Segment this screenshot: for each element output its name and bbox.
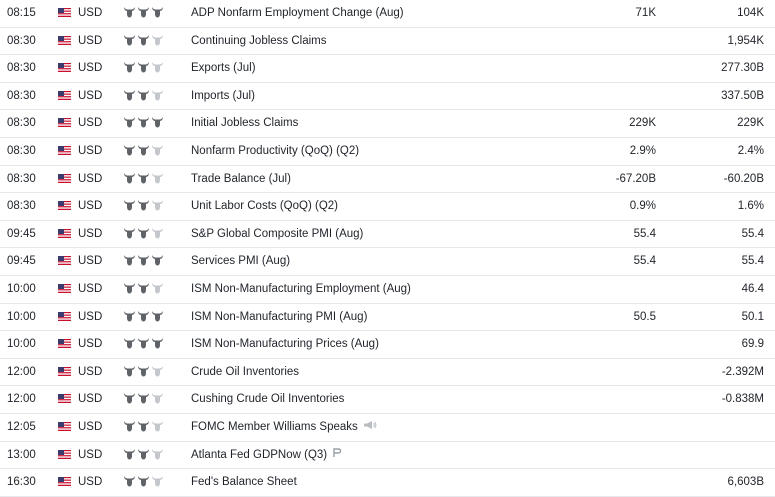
event-time: 12:05 — [7, 420, 36, 433]
us-flag-icon — [58, 63, 71, 72]
previous-value: 46.4 — [741, 282, 764, 295]
importance-rating — [123, 144, 164, 156]
bull-icon — [151, 34, 164, 46]
importance-rating — [123, 365, 164, 377]
bull-icon — [137, 89, 150, 101]
bull-icon — [151, 475, 164, 487]
table-row[interactable] — [0, 0, 775, 28]
previous-value: 50.1 — [741, 310, 764, 323]
table-row[interactable] — [0, 28, 775, 56]
bull-icon — [123, 61, 136, 73]
previous-value: 6,603B — [727, 476, 764, 489]
bull-icon — [123, 254, 136, 266]
preliminary-icon — [332, 442, 342, 469]
previous-value: -0.838M — [721, 393, 764, 406]
bull-icon — [151, 392, 164, 404]
bull-icon — [151, 116, 164, 128]
importance-rating — [123, 392, 164, 404]
bull-icon — [137, 420, 150, 432]
forecast-value: -67.20B — [615, 172, 656, 185]
table-row[interactable] — [0, 55, 775, 83]
bull-icon — [137, 172, 150, 184]
forecast-value: 55.4 — [633, 255, 656, 268]
table-row[interactable] — [0, 304, 775, 332]
bull-icon — [123, 475, 136, 487]
event-time: 10:00 — [7, 310, 36, 323]
bull-icon — [123, 392, 136, 404]
event-name-text: S&P Global Composite PMI (Aug) — [191, 227, 364, 240]
bull-icon — [137, 6, 150, 18]
event-name[interactable] — [191, 55, 256, 82]
bull-icon — [123, 6, 136, 18]
event-name-text: Exports (Jul) — [191, 62, 256, 75]
bull-icon — [137, 310, 150, 322]
bull-icon — [137, 116, 150, 128]
us-flag-icon — [58, 256, 71, 265]
event-name-text: ISM Non-Manufacturing PMI (Aug) — [191, 310, 368, 323]
bull-icon — [151, 420, 164, 432]
event-time: 08:30 — [7, 62, 36, 75]
event-name-text: Crude Oil Inventories — [191, 365, 300, 378]
forecast-value: 229K — [629, 117, 656, 130]
event-name-text: ISM Non-Manufacturing Prices (Aug) — [191, 338, 379, 351]
importance-rating — [123, 61, 164, 73]
importance-rating — [123, 199, 164, 211]
previous-value: 277.30B — [721, 62, 764, 75]
event-time: 12:00 — [7, 365, 36, 378]
previous-value: -2.392M — [721, 365, 764, 378]
previous-value: 55.4 — [741, 227, 764, 240]
previous-value: 1,954K — [727, 34, 764, 47]
event-time: 10:00 — [7, 282, 36, 295]
event-name[interactable] — [191, 359, 299, 386]
bull-icon — [123, 420, 136, 432]
table-row[interactable] — [0, 110, 775, 138]
event-name-text: Atlanta Fed GDPNow (Q3) — [191, 448, 328, 461]
importance-rating — [123, 172, 164, 184]
table-row[interactable] — [0, 83, 775, 111]
importance-rating — [123, 116, 164, 128]
bull-icon — [137, 392, 150, 404]
importance-rating — [123, 475, 164, 487]
bull-icon — [123, 310, 136, 322]
bull-icon — [151, 365, 164, 377]
currency-label: USD — [78, 34, 103, 47]
event-name-text: Trade Balance (Jul) — [191, 172, 291, 185]
table-row[interactable] — [0, 414, 775, 442]
event-time: 08:30 — [7, 172, 36, 185]
bull-icon — [123, 199, 136, 211]
bull-icon — [151, 6, 164, 18]
event-name[interactable] — [191, 386, 344, 413]
us-flag-icon — [58, 367, 71, 376]
us-flag-icon — [58, 284, 71, 293]
bull-icon — [151, 89, 164, 101]
currency-label: USD — [78, 89, 103, 102]
event-time: 08:15 — [7, 7, 36, 19]
event-time: 16:30 — [7, 476, 36, 489]
event-name-text: Continuing Jobless Claims — [191, 34, 327, 47]
table-row[interactable] — [0, 442, 775, 470]
us-flag-icon — [58, 8, 71, 17]
event-name[interactable] — [191, 28, 327, 55]
event-time: 10:00 — [7, 338, 36, 351]
currency-label: USD — [78, 255, 103, 268]
event-name[interactable] — [191, 414, 377, 441]
importance-rating — [123, 227, 164, 239]
bull-icon — [151, 337, 164, 349]
currency-label: USD — [78, 365, 103, 378]
forecast-value: 71K — [635, 7, 656, 19]
event-name-text: Nonfarm Productivity (QoQ) (Q2) — [191, 144, 360, 157]
event-name[interactable] — [191, 469, 297, 496]
previous-value: 2.4% — [737, 144, 764, 157]
bull-icon — [123, 282, 136, 294]
bull-icon — [137, 254, 150, 266]
bull-icon — [151, 172, 164, 184]
event-name[interactable] — [191, 0, 404, 27]
us-flag-icon — [58, 422, 71, 431]
event-name[interactable] — [191, 304, 367, 331]
event-name-text: ISM Non-Manufacturing Employment (Aug) — [191, 282, 411, 295]
bull-icon — [151, 199, 164, 211]
event-name[interactable] — [191, 331, 379, 358]
bull-icon — [123, 172, 136, 184]
importance-rating — [123, 282, 164, 294]
event-name-text: Cushing Crude Oil Inventories — [191, 393, 345, 406]
event-name[interactable] — [191, 138, 359, 165]
bull-icon — [123, 337, 136, 349]
event-time: 08:30 — [7, 117, 36, 130]
event-name[interactable] — [191, 276, 411, 303]
table-row[interactable] — [0, 193, 775, 221]
table-row[interactable] — [0, 469, 775, 497]
us-flag-icon — [58, 229, 71, 238]
event-name-text: Imports (Jul) — [191, 89, 255, 102]
forecast-value: 55.4 — [633, 227, 656, 240]
us-flag-icon — [58, 174, 71, 183]
importance-rating — [123, 337, 164, 349]
us-flag-icon — [58, 312, 71, 321]
currency-label: USD — [78, 476, 103, 489]
importance-rating — [123, 254, 164, 266]
event-name-text: FOMC Member Williams Speaks — [191, 420, 358, 433]
currency-label: USD — [78, 7, 103, 19]
bull-icon — [123, 448, 136, 460]
bull-icon — [137, 475, 150, 487]
speaker-icon — [363, 414, 377, 441]
event-name-text: Services PMI (Aug) — [191, 255, 291, 268]
us-flag-icon — [58, 450, 71, 459]
bull-icon — [137, 199, 150, 211]
bull-icon — [137, 227, 150, 239]
us-flag-icon — [58, 36, 71, 45]
bull-icon — [151, 254, 164, 266]
importance-rating — [123, 6, 164, 18]
currency-label: USD — [78, 62, 103, 75]
bull-icon — [123, 227, 136, 239]
event-name-text: Fed's Balance Sheet — [191, 476, 297, 489]
event-name[interactable] — [191, 110, 298, 137]
currency-label: USD — [78, 310, 103, 323]
table-row[interactable] — [0, 359, 775, 387]
event-name[interactable] — [191, 166, 291, 193]
importance-rating — [123, 420, 164, 432]
event-name-text: Initial Jobless Claims — [191, 117, 299, 130]
previous-value: -60.20B — [723, 172, 764, 185]
event-time: 08:30 — [7, 200, 36, 213]
bull-icon — [151, 310, 164, 322]
event-name[interactable] — [191, 193, 338, 220]
bull-icon — [123, 34, 136, 46]
previous-value: 229K — [737, 117, 764, 130]
currency-label: USD — [78, 117, 103, 130]
bull-icon — [123, 89, 136, 101]
table-row[interactable] — [0, 166, 775, 194]
bull-icon — [137, 337, 150, 349]
previous-value: 69.9 — [741, 338, 764, 351]
previous-value: 55.4 — [741, 255, 764, 268]
event-time: 08:30 — [7, 89, 36, 102]
bull-icon — [137, 365, 150, 377]
bull-icon — [151, 282, 164, 294]
currency-label: USD — [78, 227, 103, 240]
bull-icon — [151, 227, 164, 239]
currency-label: USD — [78, 420, 103, 433]
bull-icon — [137, 144, 150, 156]
table-row[interactable] — [0, 276, 775, 304]
event-name[interactable] — [191, 248, 290, 275]
currency-label: USD — [78, 200, 103, 213]
event-time: 09:45 — [7, 227, 36, 240]
event-time: 08:30 — [7, 144, 36, 157]
us-flag-icon — [58, 146, 71, 155]
currency-label: USD — [78, 338, 103, 351]
bull-icon — [137, 34, 150, 46]
table-row[interactable] — [0, 248, 775, 276]
event-time: 09:45 — [7, 255, 36, 268]
table-row[interactable] — [0, 386, 775, 414]
bull-icon — [151, 61, 164, 73]
event-name[interactable] — [191, 221, 363, 248]
forecast-value: 2.9% — [629, 144, 656, 157]
bull-icon — [137, 282, 150, 294]
currency-label: USD — [78, 393, 103, 406]
event-time: 08:30 — [7, 34, 36, 47]
us-flag-icon — [58, 118, 71, 127]
us-flag-icon — [58, 339, 71, 348]
importance-rating — [123, 448, 164, 460]
us-flag-icon — [58, 201, 71, 210]
bull-icon — [123, 144, 136, 156]
bull-icon — [137, 448, 150, 460]
previous-value: 104K — [737, 7, 764, 19]
currency-label: USD — [78, 282, 103, 295]
event-name[interactable] — [191, 442, 342, 469]
previous-value: 337.50B — [721, 89, 764, 102]
table-row[interactable] — [0, 138, 775, 166]
currency-label: USD — [78, 144, 103, 157]
us-flag-icon — [58, 91, 71, 100]
bull-icon — [123, 116, 136, 128]
event-time: 12:00 — [7, 393, 36, 406]
us-flag-icon — [58, 477, 71, 486]
importance-rating — [123, 310, 164, 322]
bull-icon — [123, 365, 136, 377]
currency-label: USD — [78, 172, 103, 185]
currency-label: USD — [78, 448, 103, 461]
importance-rating — [123, 89, 164, 101]
forecast-value: 0.9% — [629, 200, 656, 213]
event-time: 13:00 — [7, 448, 36, 461]
us-flag-icon — [58, 394, 71, 403]
importance-rating — [123, 34, 164, 46]
event-name[interactable] — [191, 83, 255, 110]
bull-icon — [151, 448, 164, 460]
event-name-text: Unit Labor Costs (QoQ) (Q2) — [191, 200, 338, 213]
event-name-text: ADP Nonfarm Employment Change (Aug) — [191, 7, 404, 19]
previous-value: 1.6% — [737, 200, 764, 213]
bull-icon — [151, 144, 164, 156]
bull-icon — [137, 61, 150, 73]
table-row[interactable] — [0, 331, 775, 359]
table-row[interactable] — [0, 221, 775, 249]
forecast-value: 50.5 — [633, 310, 656, 323]
